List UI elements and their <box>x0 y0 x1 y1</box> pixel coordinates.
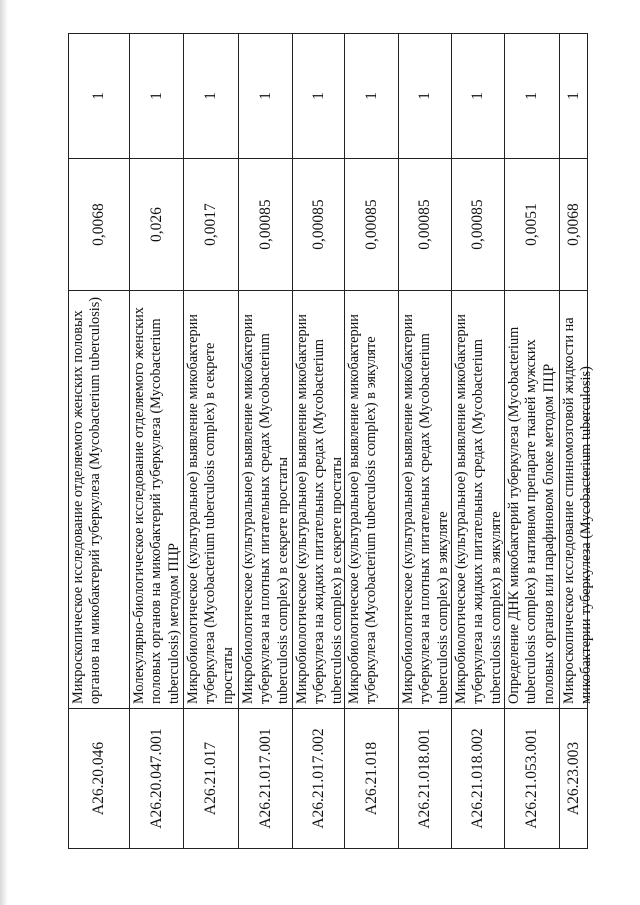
multiplicity-value: 1 <box>293 34 344 159</box>
service-code: A26.20.046 <box>69 709 129 849</box>
service-code: A26.21.053.001 <box>505 709 559 849</box>
frequency-value: 0,0051 <box>505 159 559 291</box>
service-code: A26.21.017.001 <box>239 709 292 849</box>
frequency-value: 0,0017 <box>184 159 238 291</box>
service-name: Микробиологическое (культуральное) выявление микобактерии туберкулеза на жидких питательных средах (Mycobacterium tuberculosis complex) в эякуляте <box>452 291 504 709</box>
table-row <box>504 34 559 849</box>
multiplicity-value: 1 <box>69 34 129 159</box>
multiplicity-value: 1 <box>452 34 504 159</box>
frequency-value: 0,026 <box>130 159 183 291</box>
service-name: Микробиологическое (культуральное) выявление микобактерии туберкулеза на плотных питательных средах (Mycobacterium tuberculosis complex) в секрете простаты <box>239 291 292 709</box>
service-code: A26.21.017.002 <box>293 709 344 849</box>
frequency-value: 0,00085 <box>239 159 292 291</box>
frequency-value: 0,00085 <box>399 159 451 291</box>
service-code: A26.21.017 <box>184 709 238 849</box>
multiplicity-value: 1 <box>130 34 183 159</box>
frequency-value: 0,00085 <box>293 159 344 291</box>
service-name: Определение ДНК микобактерий туберкулеза (Mycobacterium tuberculosis complex) в нативном препарате тканей мужских половых органов или парафиновом блоке методом ПЦР <box>505 291 559 709</box>
service-name: Микробиологическое (культуральное) выявление микобактерии туберкулеза (Mycobacterium tuberculosis complex) в эякуляте <box>345 291 398 709</box>
service-name: Микроскопическое исследование отделяемого женских половых органов на микобактерий туберкулеза (Mycobacterium tuberculosis) <box>69 291 129 709</box>
service-name: Молекулярно-биологическое исследование отделяемого женских половых органов на микобактерий туберкулеза (Mycobacterium tuberculosis) методом ПЦР <box>130 291 183 709</box>
table-row <box>398 34 451 849</box>
multiplicity-value: 1 <box>184 34 238 159</box>
table-row <box>292 34 344 849</box>
multiplicity-value: 1 <box>399 34 451 159</box>
multiplicity-value: 1 <box>345 34 398 159</box>
multiplicity-value: 1 <box>505 34 559 159</box>
frequency-value: 0,00085 <box>452 159 504 291</box>
table-row <box>451 34 504 849</box>
service-code: A26.21.018.002 <box>452 709 504 849</box>
table-row <box>344 34 398 849</box>
service-name: Микробиологическое (культуральное) выявление микобактерии туберкулеза на жидких питательных средах (Mycobacterium tuberculosis complex) в секрете простаты <box>293 291 344 709</box>
service-code: A26.21.018 <box>345 709 398 849</box>
service-name: Микробиологическое (культуральное) выявление микобактерии туберкулеза (Mycobacterium tuberculosis complex) в секрете простаты <box>184 291 238 709</box>
table-row <box>183 34 238 849</box>
frequency-value: 0,0068 <box>69 159 129 291</box>
table-row <box>559 34 595 849</box>
table-row <box>238 34 292 849</box>
services-table <box>68 33 595 849</box>
service-name: Микроскопическое исследование спинномозговой жидкости на микобактерии туберкулеза (Mycobacterium tuberculosis) <box>560 291 587 709</box>
service-code: A26.23.003 <box>560 709 587 849</box>
service-name: Микробиологическое (культуральное) выявление микобактерии туберкулеза на плотных питательных средах (Mycobacterium tuberculosis complex) в эякуляте <box>399 291 451 709</box>
table-row <box>129 34 183 849</box>
frequency-value: 0,00085 <box>345 159 398 291</box>
scan-edge-shadow <box>0 0 8 905</box>
multiplicity-value: 1 <box>560 34 587 159</box>
multiplicity-value: 1 <box>239 34 292 159</box>
frequency-value: 0,0068 <box>560 159 587 291</box>
table-row <box>68 34 129 849</box>
service-code: A26.21.018.001 <box>399 709 451 849</box>
service-code: A26.20.047.001 <box>130 709 183 849</box>
